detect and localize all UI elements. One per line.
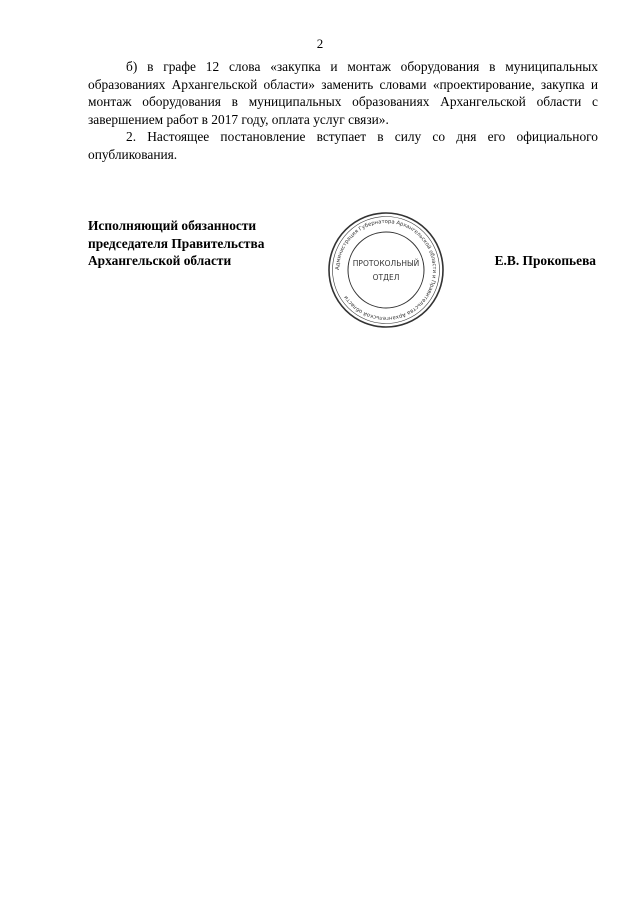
paragraph-effective-date: 2. Настоящее постановление вступает в силу со дня его официального опубликования. — [88, 129, 598, 162]
document-body — [88, 58, 598, 163]
signature-title-line: Исполняющий обязанности — [88, 218, 257, 233]
seal-center-ring — [348, 232, 424, 308]
seal-center-line: ПРОТОКОЛЬНЫЙ — [352, 259, 420, 268]
paragraph-amendment: б) в графе 12 слова «закупка и монтаж оборудования в муниципальных образованиях Архангельской области» заменить словами «проектирование, закупка и монтаж оборудования в муниципальных образованиях Архангельской области с завершением работ в 2017 году, оплата услуг связи». — [88, 59, 598, 127]
seal-outer-ring — [329, 213, 443, 327]
seal-center-line: ОТДЕЛ — [372, 273, 400, 282]
signer-name: Е.В. Прокопьева — [494, 253, 596, 268]
signature-title-line: Архангельской области — [88, 253, 232, 268]
official-seal — [326, 210, 446, 330]
signature-title — [88, 217, 264, 270]
seal-graphic — [326, 210, 446, 330]
page-number: 2 — [316, 36, 324, 51]
seal-ring-text: Администрация Губернатора Архангельской области и Правительства Архангельской области — [334, 218, 438, 322]
signature-title-line: председателя Правительства — [88, 235, 265, 251]
seal-inner-ring — [333, 217, 440, 324]
